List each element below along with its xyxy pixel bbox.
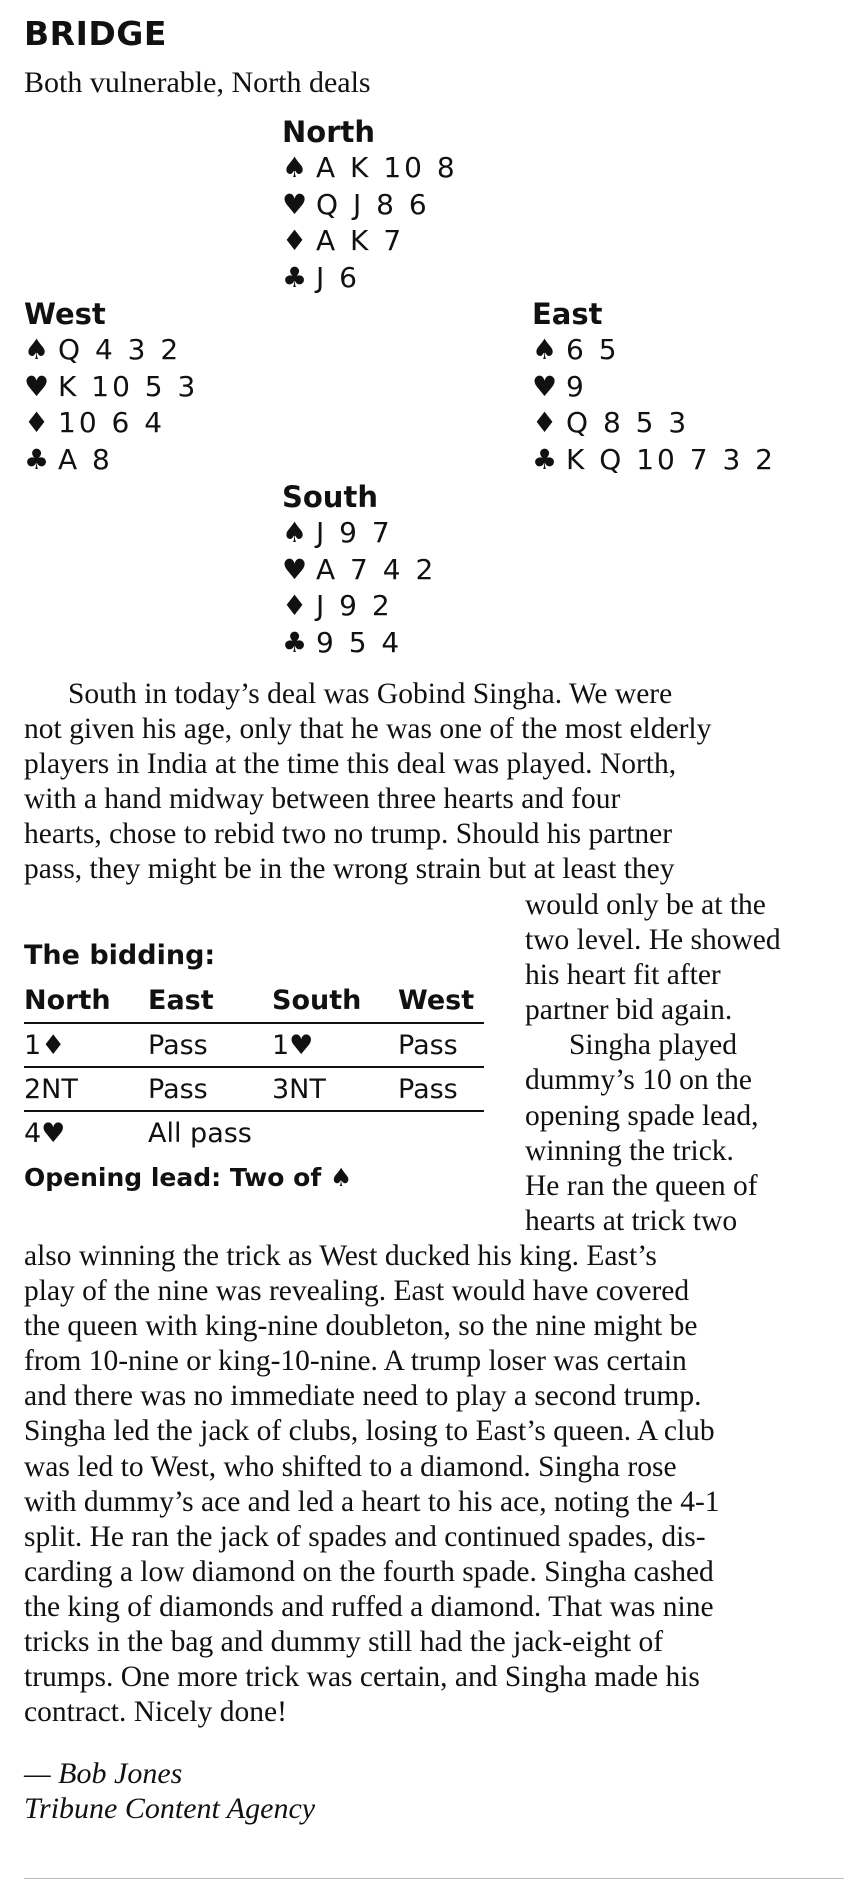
bidding-row bbox=[24, 1111, 484, 1154]
column-title: BRIDGE bbox=[24, 14, 167, 53]
south-hand bbox=[282, 479, 436, 661]
text-line: players in India at the time this deal was played. North, bbox=[24, 748, 677, 781]
heart-cards: A 7 4 2 bbox=[316, 552, 437, 586]
bidding-box bbox=[24, 934, 484, 1200]
bidding-row bbox=[24, 1023, 484, 1067]
text-line: from 10-nine or king-10-nine. A trump loser was certain bbox=[24, 1345, 687, 1378]
heart-icon: ♥ bbox=[24, 369, 50, 403]
bidding-row bbox=[24, 1067, 484, 1111]
text-line: tricks in the bag and dummy still had the jack-eight of bbox=[24, 1626, 664, 1659]
heart-icon: ♥ bbox=[282, 552, 308, 586]
article-paragraph-wrap bbox=[525, 888, 845, 1239]
heart-cards: K 10 5 3 bbox=[58, 369, 199, 403]
text-line: trumps. One more trick was certain, and Singha made his bbox=[24, 1661, 700, 1694]
text-line: two level. He showed bbox=[525, 924, 781, 957]
text-line: carding a low diamond on the fourth spade. Singha cashed bbox=[24, 1555, 714, 1588]
spade-cards: Q 4 3 2 bbox=[58, 333, 182, 366]
hand-label: East bbox=[532, 297, 603, 331]
text-line: opening spade lead, bbox=[525, 1099, 759, 1132]
club-cards: J 6 bbox=[316, 260, 360, 294]
diamond-icon: ♦ bbox=[532, 406, 558, 439]
spades-holding bbox=[532, 332, 776, 369]
heart-cards: Q J 8 6 bbox=[316, 187, 430, 221]
spades-holding bbox=[24, 332, 198, 369]
diamond-icon: ♦ bbox=[282, 589, 308, 622]
text-line: with a hand midway between three hearts and four bbox=[24, 783, 621, 816]
text-line: hearts at trick two bbox=[525, 1204, 738, 1237]
text-line: Singha played bbox=[569, 1029, 737, 1062]
text-line: hearts, chose to rebid two no trump. Should his partner bbox=[24, 818, 673, 851]
club-cards: A 8 bbox=[58, 442, 113, 476]
spade-cards: J 9 7 bbox=[316, 516, 393, 549]
heart-icon: ♥ bbox=[532, 369, 558, 403]
bid-cell: 3NT bbox=[272, 1067, 398, 1111]
bid-cell: All pass bbox=[148, 1117, 252, 1149]
hand-label: North bbox=[282, 115, 376, 149]
text-line: also winning the trick as West ducked his king. East’s bbox=[24, 1240, 657, 1272]
hearts-holding bbox=[282, 187, 458, 224]
diamond-cards: A K 7 bbox=[316, 224, 405, 257]
spade-icon: ♠ bbox=[282, 516, 308, 549]
spade-cards: A K 10 8 bbox=[316, 151, 458, 184]
spade-icon: ♠ bbox=[24, 333, 50, 366]
clubs-holding bbox=[282, 260, 458, 297]
column-header: East bbox=[148, 978, 272, 1023]
diamond-cards: Q 8 5 3 bbox=[566, 406, 690, 439]
text-line: South in today’s deal was Gobind Singha. We were bbox=[68, 678, 673, 710]
bidding-heading: The bidding: bbox=[24, 940, 216, 971]
diamonds-holding bbox=[282, 223, 458, 260]
heart-icon: ♥ bbox=[282, 187, 308, 221]
north-hand bbox=[282, 114, 458, 296]
bid-cell: 1♦ bbox=[24, 1023, 148, 1067]
opening-lead: Opening lead: Two of ♠ bbox=[24, 1163, 353, 1192]
club-icon: ♣ bbox=[532, 442, 558, 476]
text-line: He ran the queen of bbox=[525, 1169, 758, 1202]
spades-holding bbox=[282, 150, 458, 187]
club-cards: 9 5 4 bbox=[316, 625, 403, 659]
hearts-holding bbox=[282, 552, 436, 589]
bid-cell: Pass bbox=[148, 1067, 272, 1111]
text-line: would only be at the bbox=[525, 889, 766, 921]
clubs-holding bbox=[282, 625, 436, 662]
clubs-holding bbox=[24, 442, 198, 479]
article-paragraph bbox=[24, 677, 824, 888]
text-line: play of the nine was revealing. East would have covered bbox=[24, 1275, 690, 1308]
club-icon: ♣ bbox=[24, 442, 50, 476]
spade-icon: ♠ bbox=[282, 151, 308, 184]
text-line: with dummy’s ace and led a heart to his ace, noting the 4-1 bbox=[24, 1485, 720, 1518]
article-paragraph bbox=[24, 1239, 834, 1730]
column-header: South bbox=[272, 978, 398, 1023]
diamond-cards: J 9 2 bbox=[316, 589, 393, 622]
bid-cell: 2NT bbox=[24, 1067, 148, 1111]
text-line: Singha led the jack of clubs, losing to East’s queen. A club bbox=[24, 1415, 715, 1448]
heart-cards: 9 bbox=[566, 369, 587, 403]
club-icon: ♣ bbox=[282, 625, 308, 659]
bidding-header-row bbox=[24, 978, 484, 1023]
spade-cards: 6 5 bbox=[566, 333, 620, 366]
spade-icon: ♠ bbox=[532, 333, 558, 366]
diamonds-holding bbox=[532, 405, 776, 442]
east-hand bbox=[532, 296, 776, 478]
agency-name: Tribune Content Agency bbox=[24, 1792, 316, 1825]
bidding-table bbox=[24, 978, 484, 1154]
column-header: North bbox=[24, 978, 148, 1023]
spades-holding bbox=[282, 515, 436, 552]
diamonds-holding bbox=[282, 588, 436, 625]
text-line: the king of diamonds and ruffed a diamond. That was nine bbox=[24, 1590, 714, 1623]
text-line: partner bid again. bbox=[525, 994, 733, 1027]
diamond-cards: 10 6 4 bbox=[58, 406, 166, 439]
bid-cell: Pass bbox=[398, 1023, 484, 1067]
hearts-holding bbox=[24, 369, 198, 406]
text-line: dummy’s 10 on the bbox=[525, 1064, 752, 1097]
diamond-icon: ♦ bbox=[282, 224, 308, 257]
club-icon: ♣ bbox=[282, 260, 308, 294]
bid-cell: Pass bbox=[148, 1023, 272, 1067]
text-line: pass, they might be in the wrong strain but at least they bbox=[24, 853, 675, 886]
bottom-divider bbox=[24, 1878, 844, 1879]
text-line: contract. Nicely done! bbox=[24, 1696, 287, 1729]
bid-cell: 4♥ bbox=[24, 1117, 66, 1149]
author-name: — Bob Jones bbox=[24, 1757, 183, 1790]
club-cards: K Q 10 7 3 2 bbox=[566, 442, 776, 476]
west-hand bbox=[24, 296, 198, 478]
text-line: his heart fit after bbox=[525, 959, 721, 992]
text-line: the queen with king-nine doubleton, so the nine might be bbox=[24, 1310, 698, 1343]
bid-cell: Pass bbox=[398, 1067, 484, 1111]
clubs-holding bbox=[532, 442, 776, 479]
diamonds-holding bbox=[24, 405, 198, 442]
hearts-holding bbox=[532, 369, 776, 406]
column-header: West bbox=[398, 978, 484, 1023]
text-line: was led to West, who shifted to a diamond. Singha rose bbox=[24, 1450, 677, 1483]
text-line: and there was no immediate need to play a second trump. bbox=[24, 1380, 702, 1413]
diamond-icon: ♦ bbox=[24, 406, 50, 439]
text-line: not given his age, only that he was one of the most elderly bbox=[24, 713, 712, 746]
text-line: winning the trick. bbox=[525, 1134, 734, 1167]
hand-label: South bbox=[282, 480, 378, 514]
text-line: split. He ran the jack of spades and continued spades, dis- bbox=[24, 1520, 706, 1553]
hand-label: West bbox=[24, 297, 106, 331]
byline bbox=[24, 1756, 315, 1826]
bid-cell: 1♥ bbox=[272, 1023, 398, 1067]
deal-conditions: Both vulnerable, North deals bbox=[24, 66, 371, 99]
